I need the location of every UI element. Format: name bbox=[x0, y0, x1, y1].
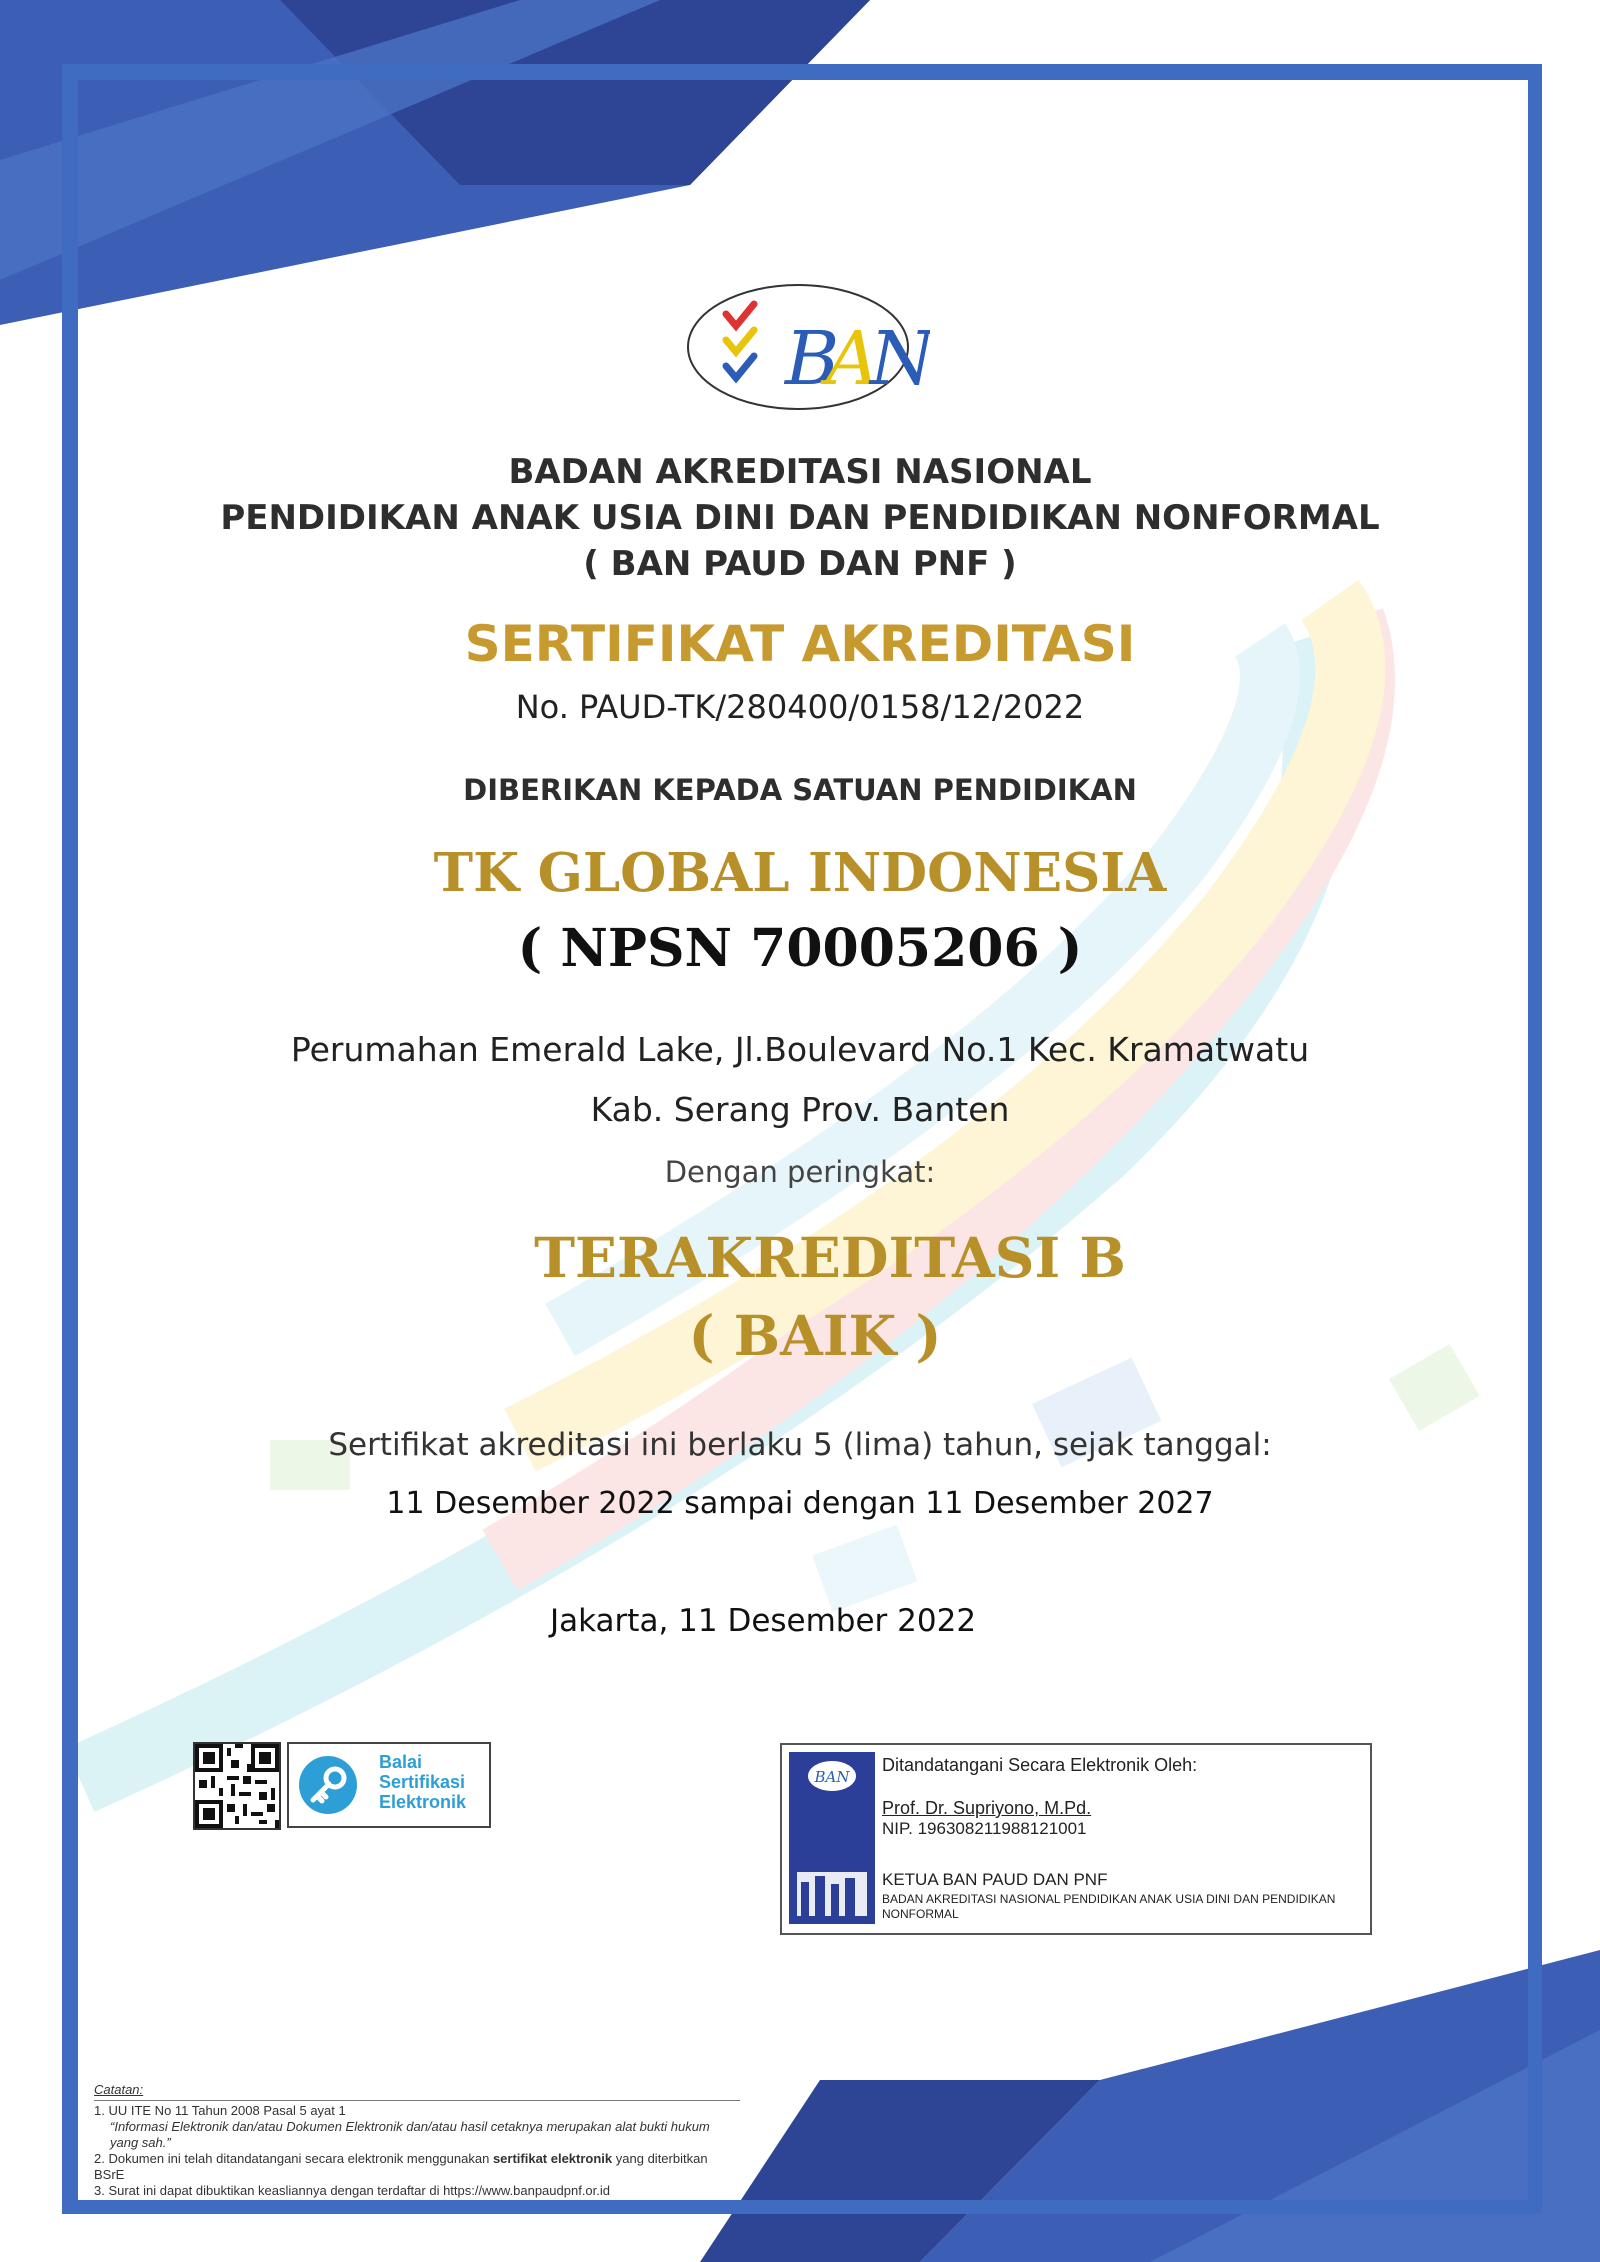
svg-text:B: B bbox=[785, 316, 840, 402]
header-line1: BADAN AKREDITASI NASIONAL bbox=[508, 452, 1092, 492]
address-line1: Perumahan Emerald Lake, Jl.Boulevard No.1 Kec. Kramatwatu bbox=[290, 1030, 1310, 1069]
note-2-suffix: yang diterbitkan BSrE bbox=[94, 2151, 708, 2182]
signer-nip: NIP. 196308211988121001 bbox=[882, 1819, 1087, 1838]
school-name: TK GLOBAL INDONESIA bbox=[433, 842, 1167, 904]
bsre-logo bbox=[287, 1742, 491, 1828]
notes-title: Catatan: bbox=[94, 2082, 144, 2097]
certificate-number: No. PAUD-TK/280400/0158/12/2022 bbox=[515, 688, 1085, 726]
notes-divider bbox=[94, 2100, 740, 2101]
signer-organization: BADAN AKREDITASI NASIONAL PENDIDIKAN ANAK USIA DINI DAN PENDIDIKAN NONFORMAL bbox=[882, 1892, 1336, 1921]
rating-description: ( BAIK ) bbox=[688, 1303, 942, 1368]
note-1: 1. UU ITE No 11 Tahun 2008 Pasal 5 ayat 1 bbox=[94, 2103, 346, 2118]
signer-name: Prof. Dr. Supriyono, M.Pd. bbox=[882, 1798, 1092, 1818]
svg-text:N: N bbox=[870, 316, 930, 402]
rating: TERAKREDITASI B bbox=[534, 1225, 1126, 1290]
footer-notes bbox=[94, 2082, 740, 2199]
npsn: ( NPSN 70005206 ) bbox=[517, 918, 1083, 979]
validity-text: Sertifikat akreditasi ini berlaku 5 (lima) tahun, sejak tanggal: bbox=[328, 1427, 1272, 1463]
header-line3: ( BAN PAUD DAN PNF ) bbox=[583, 544, 1017, 584]
certificate-title: SERTIFIKAT AKREDITASI bbox=[464, 615, 1136, 673]
ban-logo-graphic bbox=[680, 262, 930, 432]
given-to-label: DIBERIKAN KEPADA SATUAN PENDIDIKAN bbox=[463, 773, 1137, 807]
bsre-line1: Balai bbox=[379, 1752, 423, 1772]
note-1-quote: “Informasi Elektronik dan/atau Dokumen Elektronik dan/atau hasil cetaknya merupakan alat bukti hukum yang sah.” bbox=[110, 2119, 710, 2150]
qr-code bbox=[193, 1742, 281, 1830]
address-line2: Kab. Serang Prov. Banten bbox=[590, 1090, 1010, 1129]
signature-emblem-graphic bbox=[789, 1752, 875, 1924]
key-icon-graphic bbox=[299, 1756, 357, 1814]
svg-text:BAN: BAN bbox=[814, 1768, 850, 1786]
ban-logo bbox=[680, 262, 930, 432]
key-icon bbox=[299, 1756, 357, 1814]
signer-position: KETUA BAN PAUD DAN PNF bbox=[882, 1870, 1108, 1889]
bsre-label bbox=[379, 1752, 466, 1812]
validity-period: 11 Desember 2022 sampai dengan 11 Desember 2027 bbox=[386, 1486, 1214, 1521]
bsre-line3: Elektronik bbox=[379, 1792, 467, 1812]
rating-label: Dengan peringkat: bbox=[664, 1155, 936, 1189]
note-2-prefix: 2. Dokumen ini telah ditandatangani secara elektronik menggunakan bbox=[94, 2151, 493, 2166]
place-date: Jakarta, 11 Desember 2022 bbox=[550, 1603, 977, 1639]
qr-code-pattern bbox=[195, 1744, 279, 1828]
header-line2: PENDIDIKAN ANAK USIA DINI DAN PENDIDIKAN NONFORMAL bbox=[220, 498, 1380, 538]
signature-ban-emblem bbox=[789, 1752, 875, 1924]
note-3: 3. Surat ini dapat dibuktikan keasliannya dengan terdaftar di https://www.banpaudpnf.or.id bbox=[94, 2183, 611, 2198]
bsre-line2: Sertifikasi bbox=[379, 1772, 466, 1792]
electronic-signature-box bbox=[780, 1743, 1372, 1935]
note-2-bold: sertifikat elektronik bbox=[492, 2151, 613, 2166]
svg-text:A: A bbox=[826, 316, 880, 402]
note-2 bbox=[94, 2151, 740, 2183]
signed-by-label: Ditandatangani Secara Elektronik Oleh: bbox=[882, 1755, 1198, 1775]
